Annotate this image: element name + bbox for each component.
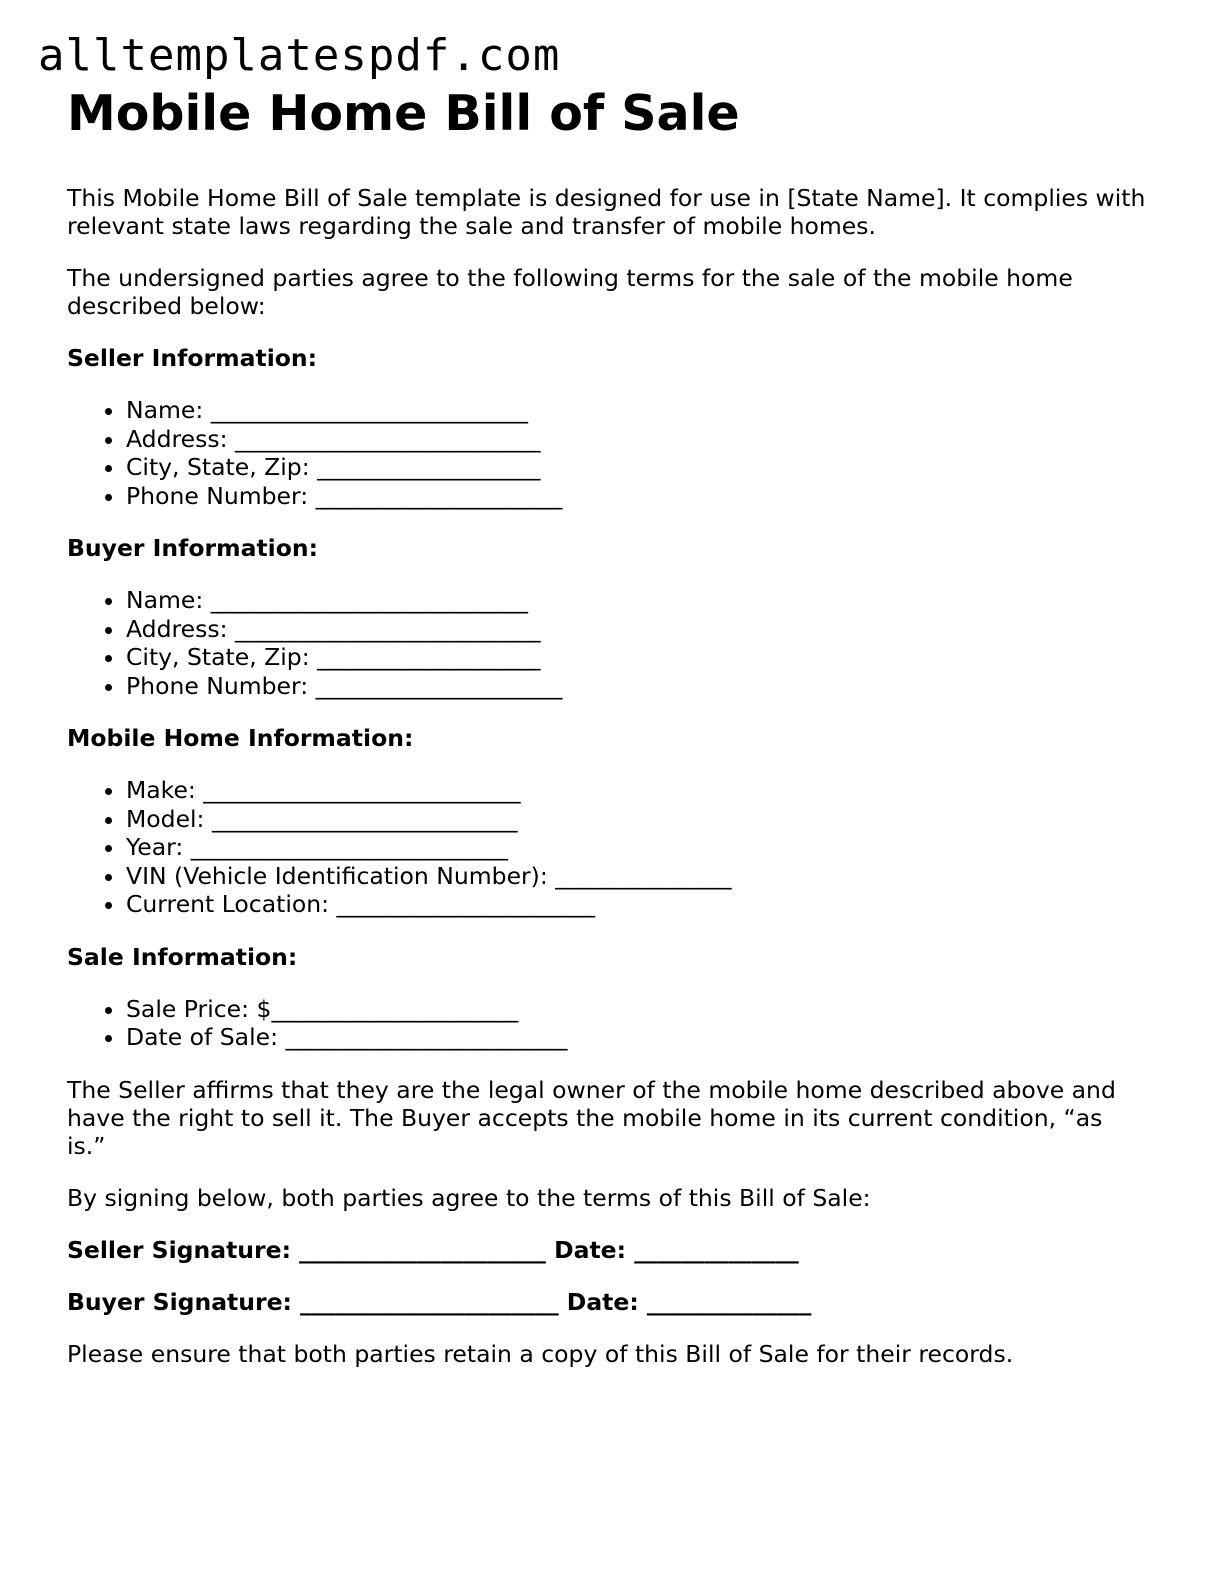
document-body (67, 84, 1147, 1392)
home-model-field: • Model: __________________________ (126, 805, 1147, 834)
buyer-heading: Buyer Information: (67, 534, 319, 562)
signing-intro: By signing below, both parties agree to the terms of this Bill of Sale: (67, 1183, 871, 1212)
page-title: Mobile Home Bill of Sale (67, 85, 740, 142)
agreement-paragraph: The undersigned parties agree to the following terms for the sale of the mobile home described below: (67, 264, 1073, 320)
sale-heading: Sale Information: (67, 942, 298, 971)
intro-paragraph: This Mobile Home Bill of Sale template is designed for use in [State Name]. It complies with relevant state laws regarding the sale and transfer of mobile homes. (67, 184, 1146, 240)
home-heading: Mobile Home Information: (67, 724, 414, 752)
buyer-fields (67, 586, 1147, 700)
home-make-field: • Make: ___________________________ (126, 776, 1147, 805)
seller-fields (67, 396, 1147, 510)
seller-address-field: • Address: __________________________ (126, 425, 1147, 454)
closing-paragraph: Please ensure that both parties retain a copy of this Bill of Sale for their records. (67, 1339, 1014, 1368)
seller-heading: Seller Information: (67, 344, 318, 372)
sale-date-field: • Date of Sale: ________________________ (126, 1023, 1147, 1052)
seller-name-field: • Name: ___________________________ (126, 396, 1147, 425)
buyer-address-field: • Address: __________________________ (126, 615, 1147, 644)
home-year-field: • Year: ___________________________ (126, 833, 1147, 862)
seller-phone-field: • Phone Number: _____________________ (126, 482, 1147, 511)
seller-city-state-zip-field: • City, State, Zip: ___________________ (126, 453, 1147, 482)
affirmation-paragraph: The Seller affirms that they are the legal owner of the mobile home described above and have the right to sell it. The Buyer accepts the mobile home in its current condition, “as is.” (67, 1075, 1116, 1160)
buyer-city-state-zip-field: • City, State, Zip: ___________________ (126, 643, 1147, 672)
sale-fields (67, 995, 1147, 1052)
buyer-signature-line: Buyer Signature: ______________________ Date: ______________ (67, 1287, 812, 1316)
buyer-phone-field: • Phone Number: _____________________ (126, 672, 1147, 701)
home-vin-field: • VIN (Vehicle Identification Number): _______________ (126, 862, 1147, 891)
sale-price-field: • Sale Price: $_____________________ (126, 995, 1147, 1024)
seller-signature-line: Seller Signature: _____________________ Date: ______________ (67, 1235, 799, 1264)
home-fields (67, 776, 1147, 919)
buyer-name-field: • Name: ___________________________ (126, 586, 1147, 615)
watermark: alltemplatespdf.com (38, 30, 561, 81)
home-location-field: • Current Location: ______________________ (126, 890, 1147, 919)
